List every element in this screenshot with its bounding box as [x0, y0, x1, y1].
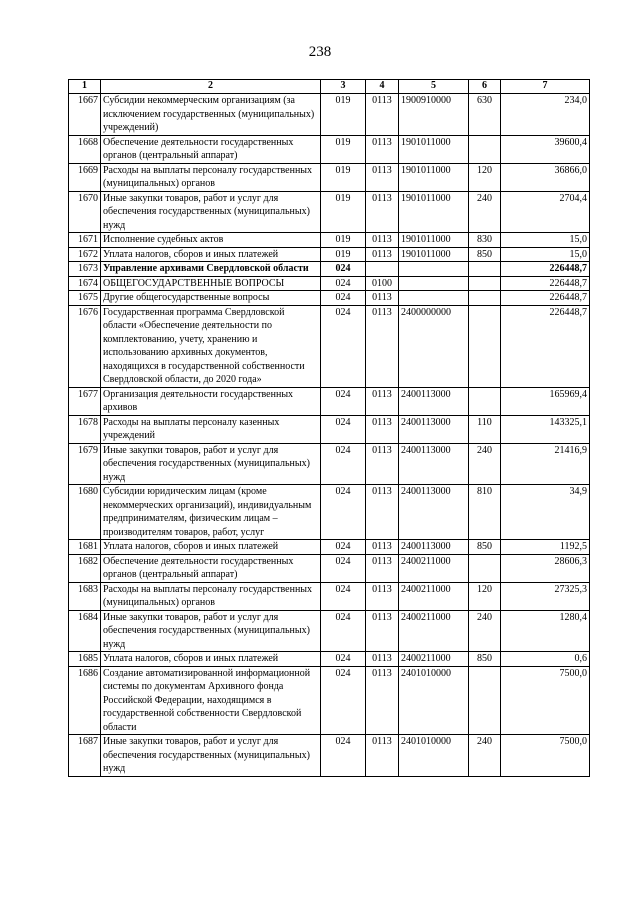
expense-type-code-cell: [469, 305, 501, 387]
expense-name-cell: Уплата налогов, сборов и иных платежей: [101, 652, 321, 667]
section-code-cell: 0113: [366, 666, 399, 735]
department-code-cell: 019: [321, 135, 366, 163]
target-article-code-cell: [399, 291, 469, 306]
expense-type-code-cell: 850: [469, 247, 501, 262]
section-code-cell: [366, 262, 399, 277]
target-article-code-cell: 2400113000: [399, 415, 469, 443]
target-article-code-cell: [399, 276, 469, 291]
department-code-cell: 019: [321, 247, 366, 262]
row-number-cell: 1672: [69, 247, 101, 262]
section-code-cell: 0113: [366, 415, 399, 443]
department-code-cell: 024: [321, 276, 366, 291]
row-number-cell: 1676: [69, 305, 101, 387]
expense-name-cell: Организация деятельности государственных архивов: [101, 387, 321, 415]
table-row: [69, 666, 590, 735]
section-code-cell: 0113: [366, 191, 399, 233]
department-code-cell: 019: [321, 94, 366, 136]
column-header: 5: [399, 80, 469, 94]
table-row: [69, 163, 590, 191]
department-code-cell: 024: [321, 485, 366, 540]
column-header: 4: [366, 80, 399, 94]
row-number-cell: 1683: [69, 582, 101, 610]
row-number-cell: 1673: [69, 262, 101, 277]
target-article-code-cell: 2400211000: [399, 652, 469, 667]
amount-cell: 165969,4: [501, 387, 590, 415]
budget-table: [68, 79, 590, 777]
department-code-cell: 024: [321, 610, 366, 652]
target-article-code-cell: 1901011000: [399, 233, 469, 248]
expense-type-code-cell: 830: [469, 233, 501, 248]
section-code-cell: 0113: [366, 135, 399, 163]
row-number-cell: 1678: [69, 415, 101, 443]
target-article-code-cell: 1901011000: [399, 163, 469, 191]
expense-name-cell: Государственная программа Свердловской области «Обеспечение деятельности по комплектованию, учету, хранению и использованию архивных документов, находящихся в государственной собственности Свердловской области, до 2020 года»: [101, 305, 321, 387]
amount-cell: 28606,3: [501, 554, 590, 582]
row-number-cell: 1686: [69, 666, 101, 735]
amount-cell: 7500,0: [501, 666, 590, 735]
section-code-cell: 0113: [366, 485, 399, 540]
row-number-cell: 1684: [69, 610, 101, 652]
expense-name-cell: Иные закупки товаров, работ и услуг для обеспечения государственных (муниципальных) нужд: [101, 191, 321, 233]
department-code-cell: 024: [321, 582, 366, 610]
department-code-cell: 024: [321, 262, 366, 277]
expense-type-code-cell: 810: [469, 485, 501, 540]
row-number-cell: 1685: [69, 652, 101, 667]
row-number-cell: 1687: [69, 735, 101, 777]
amount-cell: 226448,7: [501, 262, 590, 277]
target-article-code-cell: 1901011000: [399, 247, 469, 262]
table-row: [69, 262, 590, 277]
expense-type-code-cell: 240: [469, 735, 501, 777]
expense-name-cell: Иные закупки товаров, работ и услуг для обеспечения государственных (муниципальных) нужд: [101, 610, 321, 652]
expense-name-cell: Уплата налогов, сборов и иных платежей: [101, 540, 321, 555]
expense-name-cell: Обеспечение деятельности государственных органов (центральный аппарат): [101, 135, 321, 163]
expense-name-cell: Расходы на выплаты персоналу казенных учреждений: [101, 415, 321, 443]
expense-type-code-cell: [469, 554, 501, 582]
expense-name-cell: ОБЩЕГОСУДАРСТВЕННЫЕ ВОПРОСЫ: [101, 276, 321, 291]
expense-type-code-cell: 110: [469, 415, 501, 443]
section-code-cell: 0113: [366, 610, 399, 652]
row-number-cell: 1682: [69, 554, 101, 582]
row-number-cell: 1668: [69, 135, 101, 163]
expense-name-cell: Обеспечение деятельности государственных органов (центральный аппарат): [101, 554, 321, 582]
row-number-cell: 1669: [69, 163, 101, 191]
department-code-cell: 024: [321, 666, 366, 735]
section-code-cell: 0113: [366, 247, 399, 262]
expense-type-code-cell: 240: [469, 191, 501, 233]
section-code-cell: 0113: [366, 387, 399, 415]
department-code-cell: 019: [321, 191, 366, 233]
table-row: [69, 485, 590, 540]
department-code-cell: 024: [321, 415, 366, 443]
row-number-cell: 1680: [69, 485, 101, 540]
target-article-code-cell: 2401010000: [399, 666, 469, 735]
target-article-code-cell: 2400113000: [399, 485, 469, 540]
table-row: [69, 540, 590, 555]
table-row: [69, 191, 590, 233]
table-row: [69, 135, 590, 163]
expense-type-code-cell: 240: [469, 610, 501, 652]
table-row: [69, 276, 590, 291]
page-number: 238: [308, 44, 332, 60]
amount-cell: 0,6: [501, 652, 590, 667]
section-code-cell: 0113: [366, 652, 399, 667]
expense-type-code-cell: 240: [469, 443, 501, 485]
expense-type-code-cell: 630: [469, 94, 501, 136]
department-code-cell: 019: [321, 163, 366, 191]
section-code-cell: 0113: [366, 735, 399, 777]
column-header: 2: [101, 80, 321, 94]
expense-type-code-cell: 120: [469, 582, 501, 610]
amount-cell: 143325,1: [501, 415, 590, 443]
expense-type-code-cell: [469, 262, 501, 277]
amount-cell: 1280,4: [501, 610, 590, 652]
expense-name-cell: Расходы на выплаты персоналу государственных (муниципальных) органов: [101, 582, 321, 610]
amount-cell: 15,0: [501, 233, 590, 248]
amount-cell: 7500,0: [501, 735, 590, 777]
expense-name-cell: Иные закупки товаров, работ и услуг для обеспечения государственных (муниципальных) нужд: [101, 735, 321, 777]
section-code-cell: 0113: [366, 163, 399, 191]
column-header: 7: [501, 80, 590, 94]
row-number-cell: 1679: [69, 443, 101, 485]
amount-cell: 226448,7: [501, 276, 590, 291]
expense-type-code-cell: [469, 135, 501, 163]
target-article-code-cell: 2400113000: [399, 540, 469, 555]
amount-cell: 21416,9: [501, 443, 590, 485]
amount-cell: 1192,5: [501, 540, 590, 555]
row-number-cell: 1675: [69, 291, 101, 306]
expense-name-cell: Исполнение судебных актов: [101, 233, 321, 248]
column-header: 3: [321, 80, 366, 94]
target-article-code-cell: 2401010000: [399, 735, 469, 777]
expense-type-code-cell: [469, 387, 501, 415]
target-article-code-cell: 2400113000: [399, 387, 469, 415]
section-code-cell: 0100: [366, 276, 399, 291]
target-article-code-cell: 2400211000: [399, 554, 469, 582]
amount-cell: 2704,4: [501, 191, 590, 233]
target-article-code-cell: 2400211000: [399, 582, 469, 610]
table-row: [69, 291, 590, 306]
table-row: [69, 305, 590, 387]
table-row: [69, 94, 590, 136]
table-header-row: [69, 80, 590, 94]
expense-type-code-cell: 120: [469, 163, 501, 191]
expense-name-cell: Создание автоматизированной информационной системы по документам Архивного фонда Российской Федерации, находящимся в государственной собственности Свердловской области: [101, 666, 321, 735]
expense-name-cell: Уплата налогов, сборов и иных платежей: [101, 247, 321, 262]
table-row: [69, 582, 590, 610]
target-article-code-cell: [399, 262, 469, 277]
expense-name-cell: Иные закупки товаров, работ и услуг для обеспечения государственных (муниципальных) нужд: [101, 443, 321, 485]
section-code-cell: 0113: [366, 540, 399, 555]
table-row: [69, 233, 590, 248]
section-code-cell: 0113: [366, 233, 399, 248]
amount-cell: 226448,7: [501, 291, 590, 306]
table-row: [69, 247, 590, 262]
section-code-cell: 0113: [366, 94, 399, 136]
expense-type-code-cell: 850: [469, 652, 501, 667]
expense-type-code-cell: [469, 291, 501, 306]
department-code-cell: 024: [321, 554, 366, 582]
amount-cell: 234,0: [501, 94, 590, 136]
target-article-code-cell: 2400113000: [399, 443, 469, 485]
expense-name-cell: Другие общегосударственные вопросы: [101, 291, 321, 306]
amount-cell: 34,9: [501, 485, 590, 540]
department-code-cell: 024: [321, 291, 366, 306]
expense-type-code-cell: [469, 666, 501, 735]
amount-cell: 27325,3: [501, 582, 590, 610]
target-article-code-cell: 2400211000: [399, 610, 469, 652]
target-article-code-cell: 1900910000: [399, 94, 469, 136]
table-row: [69, 652, 590, 667]
column-header: 1: [69, 80, 101, 94]
column-header: 6: [469, 80, 501, 94]
department-code-cell: 024: [321, 735, 366, 777]
expense-type-code-cell: 850: [469, 540, 501, 555]
row-number-cell: 1670: [69, 191, 101, 233]
department-code-cell: 024: [321, 305, 366, 387]
section-code-cell: 0113: [366, 305, 399, 387]
expense-type-code-cell: [469, 276, 501, 291]
row-number-cell: 1677: [69, 387, 101, 415]
row-number-cell: 1667: [69, 94, 101, 136]
section-code-cell: 0113: [366, 554, 399, 582]
row-number-cell: 1674: [69, 276, 101, 291]
department-code-cell: 024: [321, 443, 366, 485]
department-code-cell: 024: [321, 652, 366, 667]
table-row: [69, 443, 590, 485]
department-code-cell: 024: [321, 540, 366, 555]
section-code-cell: 0113: [366, 582, 399, 610]
amount-cell: 15,0: [501, 247, 590, 262]
table-row: [69, 415, 590, 443]
section-code-cell: 0113: [366, 443, 399, 485]
row-number-cell: 1671: [69, 233, 101, 248]
department-code-cell: 024: [321, 387, 366, 415]
table-row: [69, 554, 590, 582]
expense-name-cell: Субсидии юридическим лицам (кроме некоммерческих организаций), индивидуальным предпринимателям, физическим лицам – производителям товаров, работ, услуг: [101, 485, 321, 540]
amount-cell: 39600,4: [501, 135, 590, 163]
target-article-code-cell: 2400000000: [399, 305, 469, 387]
table-row: [69, 735, 590, 777]
target-article-code-cell: 1901011000: [399, 135, 469, 163]
amount-cell: 226448,7: [501, 305, 590, 387]
section-code-cell: 0113: [366, 291, 399, 306]
expense-name-cell: Расходы на выплаты персоналу государственных (муниципальных) органов: [101, 163, 321, 191]
expense-name-cell: Субсидии некоммерческим организациям (за исключением государственных (муниципальных) учреждений): [101, 94, 321, 136]
department-code-cell: 019: [321, 233, 366, 248]
row-number-cell: 1681: [69, 540, 101, 555]
expense-name-cell: Управление архивами Свердловской области: [101, 262, 321, 277]
target-article-code-cell: 1901011000: [399, 191, 469, 233]
table-row: [69, 610, 590, 652]
table-row: [69, 387, 590, 415]
amount-cell: 36866,0: [501, 163, 590, 191]
